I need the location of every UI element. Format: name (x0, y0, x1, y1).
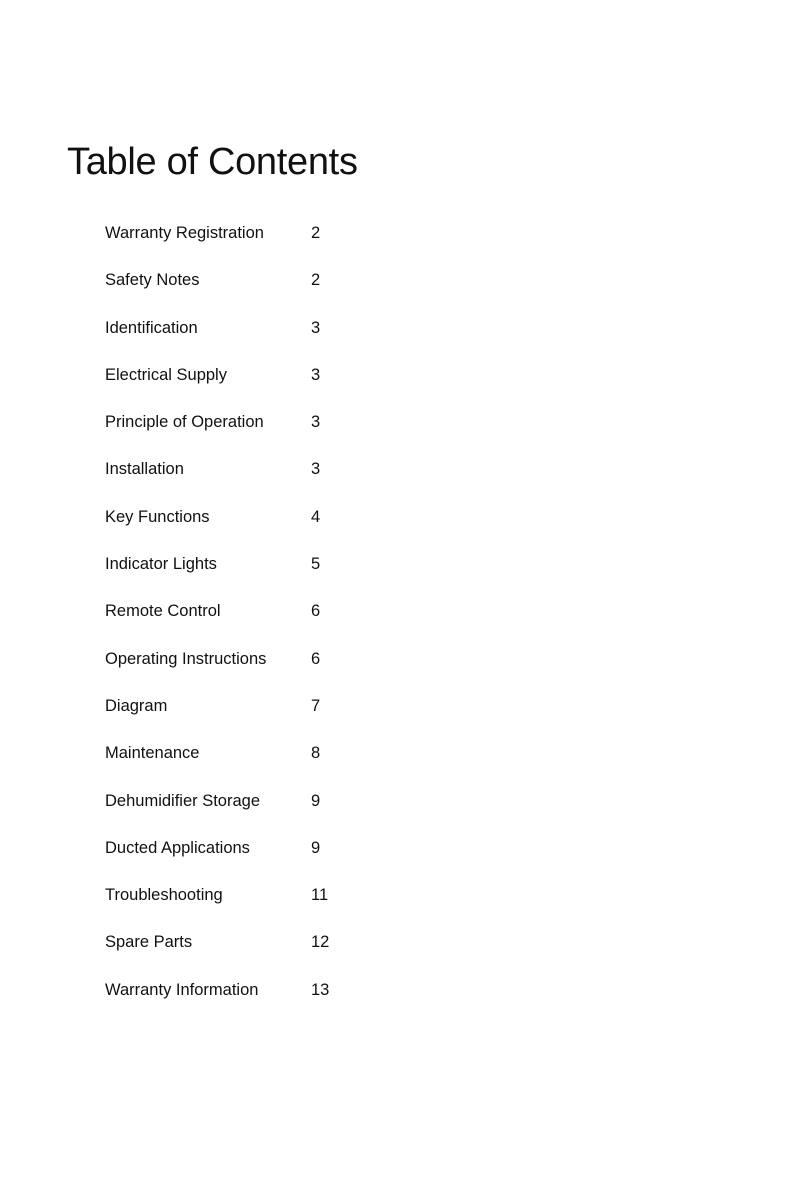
toc-entry-page: 13 (311, 980, 330, 999)
toc-entry-label: Dehumidifier Storage (105, 791, 260, 810)
toc-entry-label: Installation (105, 460, 184, 479)
toc-entry-page: 5 (311, 555, 321, 574)
toc-entry-label: Key Functions (105, 507, 210, 526)
toc-entry[interactable] (105, 553, 329, 600)
toc-list (105, 222, 329, 1026)
toc-entry-label: Principle of Operation (105, 413, 264, 432)
toc-entry[interactable] (105, 222, 329, 269)
toc-entry[interactable] (105, 790, 329, 837)
toc-entry-page: 6 (311, 649, 321, 668)
toc-entry[interactable] (105, 884, 329, 931)
toc-entry-label: Maintenance (105, 744, 200, 763)
toc-entry-label: Ducted Applications (105, 838, 250, 857)
toc-entry-page: 8 (311, 744, 321, 763)
toc-entry[interactable] (105, 411, 329, 458)
toc-entry[interactable] (105, 506, 329, 553)
toc-entry[interactable] (105, 837, 329, 884)
toc-entry-label: Safety Notes (105, 271, 200, 290)
toc-entry[interactable] (105, 979, 329, 1026)
page-title: Table of Contents (67, 141, 358, 183)
toc-entry[interactable] (105, 317, 329, 364)
toc-entry[interactable] (105, 648, 329, 695)
toc-entry-page: 3 (311, 318, 321, 337)
toc-entry-page: 2 (311, 224, 321, 242)
toc-entry-label: Diagram (105, 696, 168, 715)
toc-entry-page: 11 (311, 886, 329, 905)
toc-entry[interactable] (105, 458, 329, 505)
toc-entry[interactable] (105, 695, 329, 742)
toc-entry-label: Remote Control (105, 602, 221, 621)
toc-entry-label: Identification (105, 318, 198, 337)
toc-entry-page: 9 (311, 791, 321, 810)
toc-entry-page: 3 (311, 460, 321, 479)
toc-entry-page: 6 (311, 602, 321, 621)
toc-entry[interactable] (105, 742, 329, 789)
toc-entry-label: Electrical Supply (105, 365, 227, 384)
toc-entry-page: 3 (311, 365, 321, 384)
toc-entry-page: 2 (311, 271, 321, 290)
toc-entry-label: Troubleshooting (105, 886, 223, 905)
toc-entry-label: Warranty Information (105, 980, 259, 999)
toc-entry-label: Indicator Lights (105, 555, 217, 574)
toc-entry-label: Spare Parts (105, 933, 193, 952)
toc-entry-label: Operating Instructions (105, 649, 267, 668)
toc-entry[interactable] (105, 931, 329, 978)
toc-entry-page: 9 (311, 838, 321, 857)
toc-entry[interactable] (105, 600, 329, 647)
toc-entry-label: Warranty Registration (105, 224, 264, 242)
toc-entry-page: 3 (311, 413, 321, 432)
toc-entry[interactable] (105, 269, 329, 316)
toc-entry[interactable] (105, 364, 329, 411)
toc-entry-page: 7 (311, 696, 321, 715)
toc-entry-page: 12 (311, 933, 330, 952)
toc-entry-page: 4 (311, 507, 321, 526)
